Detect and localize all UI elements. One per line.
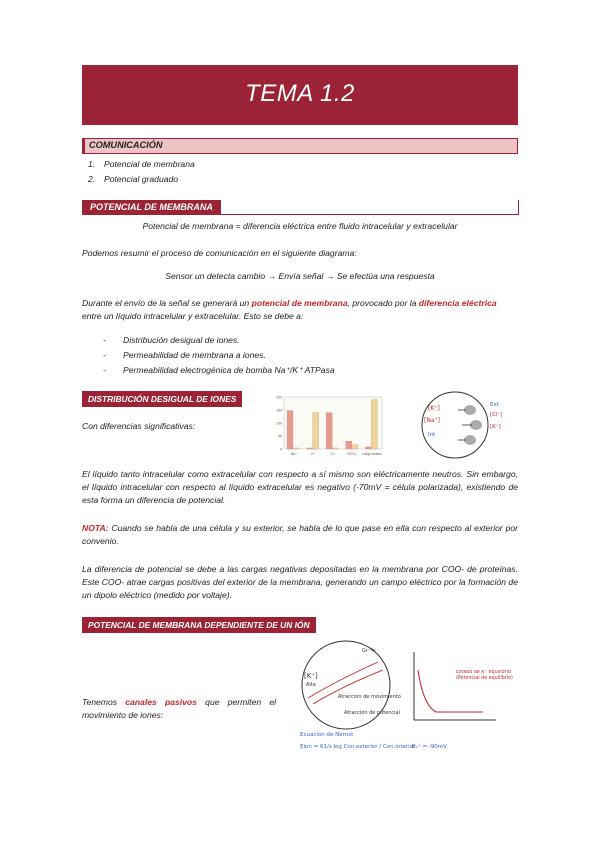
chart-bar bbox=[326, 413, 332, 449]
chart-bar bbox=[371, 400, 377, 449]
differences-text: Con diferencias significativas: bbox=[82, 421, 196, 431]
cell-label-k2: [K⁺] bbox=[490, 424, 501, 430]
cell-label-ext: Ext bbox=[490, 402, 499, 408]
bullet-text: Permeabilidad de membrana a iones. bbox=[123, 350, 266, 360]
list-number: 2. bbox=[88, 174, 96, 184]
chart-bar bbox=[313, 413, 319, 449]
bullet-text: Permeabilidad electrogénica de bomba Na⁺/K⁺ ATPasa bbox=[123, 365, 335, 375]
chart-x-label: K⁺ bbox=[311, 452, 316, 456]
neutrality-paragraph: El líquido tanto intracelular como extracelular con respecto a sí mismo son eléctricamente neutros. Sin embargo, el líquido intracelular con respecto al líquido extracelular es negativo (-70mV = célula polarizada), existiendo de esta forma un diferencia de potencial. bbox=[82, 469, 518, 505]
chart-bar bbox=[346, 441, 352, 449]
ion-channel-sketch bbox=[278, 640, 523, 765]
sketch-eq-body: Eion = 61/z log Con.exterior / Con.interior bbox=[300, 744, 416, 750]
page-title: TEMA 1.2 bbox=[245, 80, 355, 107]
chart-bar bbox=[307, 448, 313, 449]
highlight-term: diferencia eléctrica bbox=[418, 298, 497, 308]
sketch-graph-note: Estado de K⁺ equilibrio (Potencial de equilibrio) bbox=[456, 670, 513, 681]
cell-label-int: Int bbox=[428, 432, 436, 438]
dipole-paragraph: La diferencia de potencial se debe a las cargas negativas depositadas en la membrana por COO- de proteínas. Este COO- atrae cargas positivas del exterior de la membrana, generando un campo eléctrico por la formación de un dipolo eléctrico (medido por voltaje). bbox=[82, 564, 518, 600]
chart-y-tick: 150 bbox=[276, 408, 282, 413]
bullet-text: Distribución desigual de iones. bbox=[123, 335, 240, 345]
bullet-item: - Distribución desigual de iones. bbox=[103, 335, 240, 345]
text-run: , provocado por la bbox=[347, 298, 419, 308]
text-run: Durante el envío de la señal se generará un bbox=[82, 298, 252, 308]
definition-text: Potencial de membrana = diferencia eléctrica entre fluido intracelular y extracelular bbox=[142, 221, 458, 231]
chart-x-label: HCO₃⁻ bbox=[347, 452, 358, 456]
section-heading-comunicacion bbox=[82, 138, 518, 154]
sketch-eq-title: Ecuación de Nernst bbox=[300, 732, 354, 738]
chart-bar bbox=[365, 447, 371, 449]
chart-y-tick: 200 bbox=[276, 395, 282, 400]
note-label: NOTA: bbox=[82, 523, 109, 533]
list-text: Potencial de membrana bbox=[104, 159, 195, 169]
cell-diagram bbox=[410, 390, 520, 460]
title-banner bbox=[82, 65, 518, 125]
sketch-note-3: Atracción de potencial bbox=[344, 710, 400, 716]
cell-label-k: [K⁺] bbox=[428, 405, 440, 412]
list-number: 1. bbox=[88, 159, 96, 169]
section-heading-potencial bbox=[82, 200, 519, 215]
text-run: que permiten el movimiento de iones: bbox=[82, 697, 277, 720]
sketch-eq-value: Eₖ⁺ = -90mV bbox=[412, 744, 447, 750]
process-diagram-text: Sensor un detecta cambio → Envía señal → Se efectúa una respuesta bbox=[165, 271, 435, 281]
text-run: Tenemos bbox=[82, 697, 126, 707]
heading-text: POTENCIAL DE MEMBRANA bbox=[82, 200, 221, 214]
list-item bbox=[88, 158, 195, 171]
chart-y-tick: 50 bbox=[278, 434, 282, 439]
intro-text: Podemos resumir el proceso de comunicación en el siguiente diagrama: bbox=[82, 248, 357, 258]
chart-y-tick: 0 bbox=[280, 447, 282, 452]
cell-label-na: [Na⁺] bbox=[424, 417, 441, 424]
sketch-note-2: Atracción de movimiento bbox=[338, 694, 401, 700]
chart-x-label: Cl⁻ bbox=[330, 452, 336, 456]
cause-paragraph bbox=[82, 297, 518, 323]
note-paragraph bbox=[82, 522, 518, 548]
bullet-item: - Permeabilidad electrogénica de bomba Na⁺/K⁺ ATPasa bbox=[103, 365, 335, 375]
bullet-item: - Permeabilidad de membrana a iones. bbox=[103, 350, 266, 360]
cell-label-cl: [Cl⁻] bbox=[490, 412, 503, 418]
sketch-k-label: [K⁺] bbox=[304, 672, 318, 680]
text-run: entre un líquido intracelular y extracelular. Esto se debe a: bbox=[82, 311, 304, 321]
chart-bar bbox=[352, 445, 358, 449]
chart-y-tick: 100 bbox=[276, 421, 282, 426]
chart-bar bbox=[332, 448, 338, 449]
note-text: Cuando se habla de una célula y su exterior, se habla de lo que pase en ella con respecto al exterior por convenio. bbox=[82, 523, 518, 546]
chart-x-label: Large anions bbox=[362, 452, 383, 456]
sketch-k-sub: Alta bbox=[306, 682, 316, 688]
highlight-term: canales pasivos bbox=[125, 697, 197, 707]
sketch-note-1: Gr⁻ºs bbox=[362, 648, 376, 654]
channels-paragraph bbox=[82, 696, 276, 722]
chart-x-label: Na⁺ bbox=[290, 452, 297, 456]
heading-text: COMUNICACIÓN bbox=[89, 140, 163, 150]
list-item bbox=[88, 173, 178, 186]
chart-bar bbox=[293, 448, 299, 449]
ion-concentration-chart bbox=[268, 393, 386, 461]
chart-bar bbox=[287, 411, 293, 449]
section-heading-distribucion: DISTRIBUCIÓN DESIGUAL DE IONES bbox=[82, 391, 242, 407]
list-text: Potencial graduado bbox=[104, 174, 179, 184]
section-heading-ion-dependent: POTENCIAL DE MEMBRANA DEPENDIENTE DE UN IÓN bbox=[82, 617, 316, 633]
highlight-term: potencial de membrana bbox=[251, 298, 348, 308]
chart-plot-area bbox=[284, 397, 382, 449]
